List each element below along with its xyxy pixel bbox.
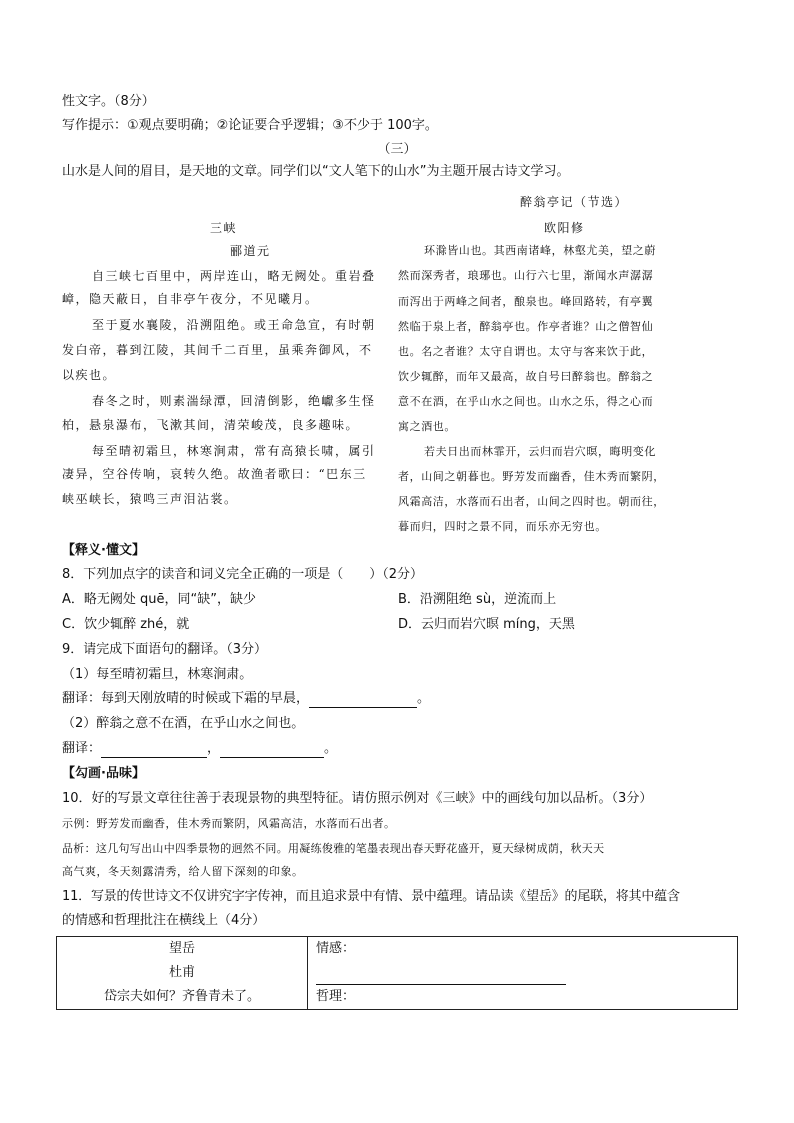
passage-line: 风霜高洁，水落而石出者，山间之四时也。朝而往， — [398, 495, 665, 508]
passage-line: 意不在酒，在乎山水之间也。山水之乐，得之心而 — [398, 395, 654, 408]
section-intro: 山水是人间的眉目，是天地的文章。同学们以“文人笔下的山水”为主题开展古诗文学习。 — [62, 164, 570, 179]
passage-line: 饮少辄醉，而年又最高，故自号曰醉翁也。醉翁之 — [398, 370, 654, 383]
question-9-sentence-2: （2）醉翁之意不在酒，在乎山水之间也。 — [62, 716, 305, 731]
passage-line: 至于夏水襄陵，沿溯阻绝。或王命急宣，有时朝 — [92, 318, 376, 332]
question-11-stem-cont: 的情感和哲理批注在横线上（4分） — [62, 913, 266, 928]
section-number: （三） — [377, 142, 417, 157]
passage-line: 凄异，空谷传响，哀转久绝。故渔者歌曰：“巴东三 — [62, 467, 367, 481]
question-10-analysis-cont: 高气爽，冬天刻露清秀，给人留下深刻的印象。 — [62, 865, 304, 878]
right-passage-title: 醉翁亭记（节选） — [520, 195, 629, 209]
prev-question-tail: 性文字。（8分） — [62, 94, 155, 109]
question-9-translation-2: 翻译： ， 。 — [62, 741, 338, 756]
passage-line: 也。名之者谁？太守自谓也。太守与客来饮于此， — [398, 345, 654, 358]
section-heading-taste: 【勾画·品味】 — [62, 766, 145, 781]
passage-line: 柏，悬泉瀑布，飞漱其间，清荣峻茂，良多趣味。 — [62, 418, 360, 432]
passage-line: 然临于泉上者，醉翁亭也。作亭者谁？山之僧智仙 — [398, 320, 654, 333]
question-9-stem: 9．请完成下面语句的翻译。（3分） — [62, 642, 268, 657]
passage-line: 然而深秀者，琅琊也。山行六七里，渐闻水声潺潺 — [398, 269, 654, 282]
passage-line: 发白帝，暮到江陵，其间千二百里，虽乘奔御风，不 — [62, 343, 373, 357]
passage-line: 若夫日出而林霏开，云归而岩穴暝，晦明变化 — [424, 445, 656, 458]
passage-line: 暮而归，四时之景不同，而乐亦无穷也。 — [398, 520, 607, 533]
right-passage-author: 欧阳修 — [544, 221, 585, 235]
passage-line: 春冬之时，则素湍绿潭，回清倒影，绝巘多生怪 — [92, 394, 376, 408]
passage-line: 寓之酒也。 — [398, 420, 456, 433]
poem-line: 岱宗夫如何？齐鲁青未了。 — [103, 989, 260, 1004]
poem-cell — [57, 937, 308, 1010]
emotion-label: 情感： — [316, 941, 356, 956]
passage-line: 自三峡七百里中，两岸连山，略无阙处。重岩叠 — [92, 269, 376, 283]
question-9-sentence-1: （1）每至晴初霜旦，林寒涧肃。 — [62, 667, 253, 682]
question-8-option-c[interactable]: C．饮少辄醉 zhé，就 — [62, 617, 190, 632]
emotion-answer-line[interactable] — [316, 961, 737, 985]
passage-line: 每至晴初霜旦，林寒涧肃，常有高猿长啸，属引 — [92, 444, 376, 458]
annotation-cell — [308, 937, 738, 1010]
question-8-option-d[interactable]: D．云归而岩穴暝 míng，天黑 — [398, 617, 575, 632]
question-8-stem: 8．下列加点字的读音和词义完全正确的一项是（ ）（2分） — [62, 567, 424, 582]
writing-hint: 写作提示：①观点要明确；②论证要合乎逻辑；③不少于 100字。 — [62, 118, 438, 133]
poem-annotation-table — [56, 936, 738, 1010]
philosophy-label: 哲理： — [316, 989, 356, 1004]
left-passage-title: 三峡 — [210, 221, 238, 235]
question-10-analysis: 品析：这几句写出山中四季景物的迥然不同。用凝练俊雅的笔墨表现出春天野花盛开，夏天绿树成荫，秋天天 — [62, 842, 605, 855]
passage-line: 而泻出于两峰之间者，酿泉也。峰回路转，有亭翼 — [398, 295, 654, 308]
question-10-example: 示例：野芳发而幽香，佳木秀而繁阴，风霜高洁，水落而石出者。 — [62, 817, 396, 830]
passage-line: 以疾也。 — [62, 368, 117, 382]
answer-blank[interactable] — [220, 743, 324, 758]
passage-line: 环滁皆山也。其西南诸峰，林壑尤美，望之蔚 — [424, 244, 656, 257]
answer-blank[interactable] — [309, 693, 417, 708]
left-passage-author: 郦道元 — [230, 244, 271, 258]
poem-author: 杜甫 — [168, 965, 195, 980]
answer-blank[interactable] — [101, 743, 207, 758]
question-9-translation-1: 翻译：每到天刚放晴的时候或下霜的早晨， 。 — [62, 691, 431, 706]
question-8-option-b[interactable]: B．沿溯阻绝 sù，逆流而上 — [398, 592, 557, 607]
passage-line: 峡巫峡长，猿鸣三声泪沾裳。 — [62, 492, 238, 506]
question-11-stem: 11．写景的传世诗文不仅讲究字字传神，而且追求景中有情、景中蕴理。请品读《望岳》的尾联，将其中蕴含 — [62, 889, 680, 904]
section-heading-explain: 【释义·懂文】 — [62, 543, 145, 558]
question-10-stem: 10．好的写景文章往往善于表现景物的典型特征。请仿照示例对《三峡》中的画线句加以品析。（3分） — [62, 791, 653, 806]
passage-line: 嶂，隐天蔽日，自非亭午夜分，不见曦月。 — [62, 292, 319, 306]
poem-title: 望岳 — [168, 941, 195, 956]
passage-line: 者，山间之朝暮也。野芳发而幽香，佳木秀而繁阴， — [398, 470, 665, 483]
question-8-option-a[interactable]: A．略无阙处 quē，同“缺”，缺少 — [62, 592, 256, 607]
